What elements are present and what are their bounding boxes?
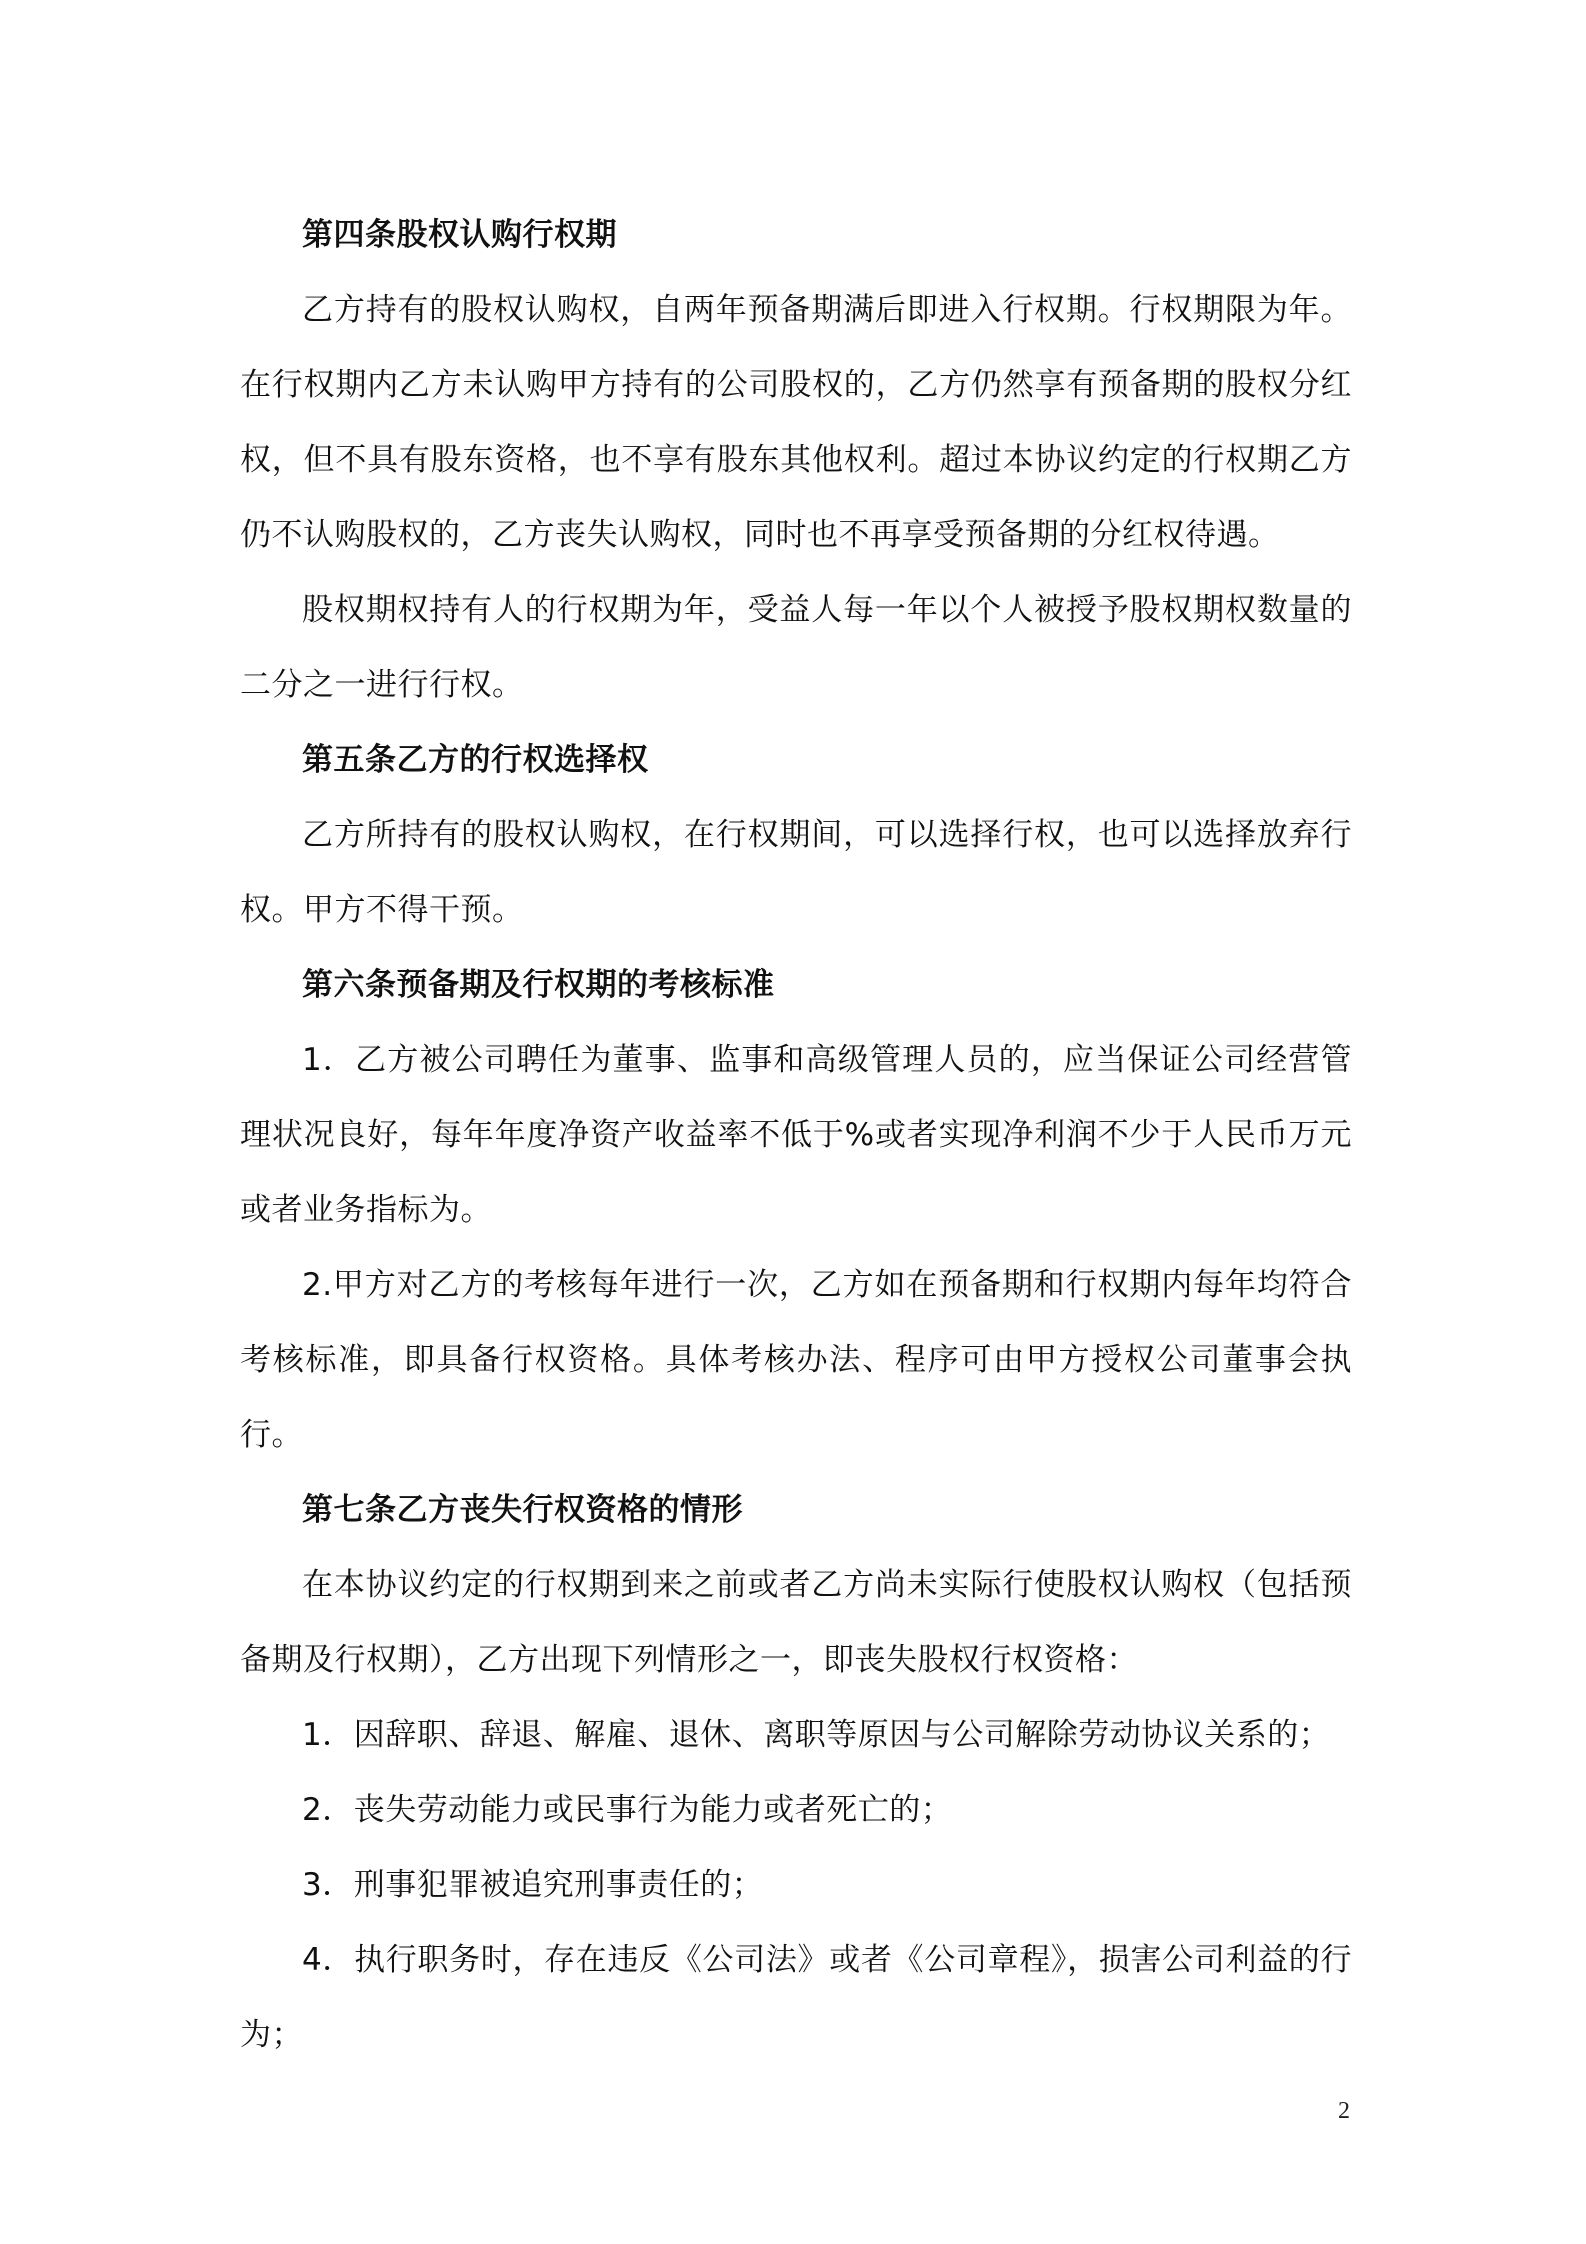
- article-7-item-2: 2．丧失劳动能力或民事行为能力或者死亡的；: [302, 1792, 953, 1828]
- article-7-item-1: 1．因辞职、辞退、解雇、退休、离职等原因与公司解除劳动协议关系的；: [302, 1717, 1331, 1753]
- article-4-heading: 第四条股权认购行权期: [302, 217, 617, 253]
- article-4-paragraph-2: 股权期权持有人的行权期为年，受益人每一年以个人被授予股权期权数量的二分之一进行行权。: [240, 592, 1352, 703]
- document-body: [240, 198, 1352, 2073]
- article-7-heading: 第七条乙方丧失行权资格的情形: [302, 1492, 743, 1528]
- article-6-item-2: 2.甲方对乙方的考核每年进行一次，乙方如在预备期和行权期内每年均符合考核标准，即具备行权资格。具体考核办法、程序可由甲方授权公司董事会执行。: [240, 1267, 1352, 1453]
- article-5-paragraph: 乙方所持有的股权认购权，在行权期间，可以选择行权，也可以选择放弃行权。甲方不得干预。: [240, 817, 1352, 928]
- article-6-heading: 第六条预备期及行权期的考核标准: [302, 967, 775, 1003]
- article-7-item-3: 3．刑事犯罪被追究刑事责任的；: [302, 1867, 764, 1903]
- article-5-heading: 第五条乙方的行权选择权: [302, 742, 649, 778]
- article-7-intro: 在本协议约定的行权期到来之前或者乙方尚未实际行使股权认购权（包括预备期及行权期），乙方出现下列情形之一，即丧失股权行权资格：: [240, 1567, 1352, 1678]
- page-number: 2: [1338, 2098, 1350, 2124]
- article-7-item-4: 4．执行职务时，存在违反《公司法》或者《公司章程》，损害公司利益的行为；: [240, 1942, 1352, 2053]
- article-4-paragraph-1: 乙方持有的股权认购权，自两年预备期满后即进入行权期。行权期限为年。在行权期内乙方未认购甲方持有的公司股权的，乙方仍然享有预备期的股权分红权，但不具有股东资格，也不享有股东其他权利。超过本协议约定的行权期乙方仍不认购股权的，乙方丧失认购权，同时也不再享受预备期的分红权待遇。: [240, 292, 1352, 553]
- article-6-item-1: 1．乙方被公司聘任为董事、监事和高级管理人员的，应当保证公司经营管理状况良好，每年年度净资产收益率不低于%或者实现净利润不少于人民币万元或者业务指标为。: [240, 1042, 1352, 1228]
